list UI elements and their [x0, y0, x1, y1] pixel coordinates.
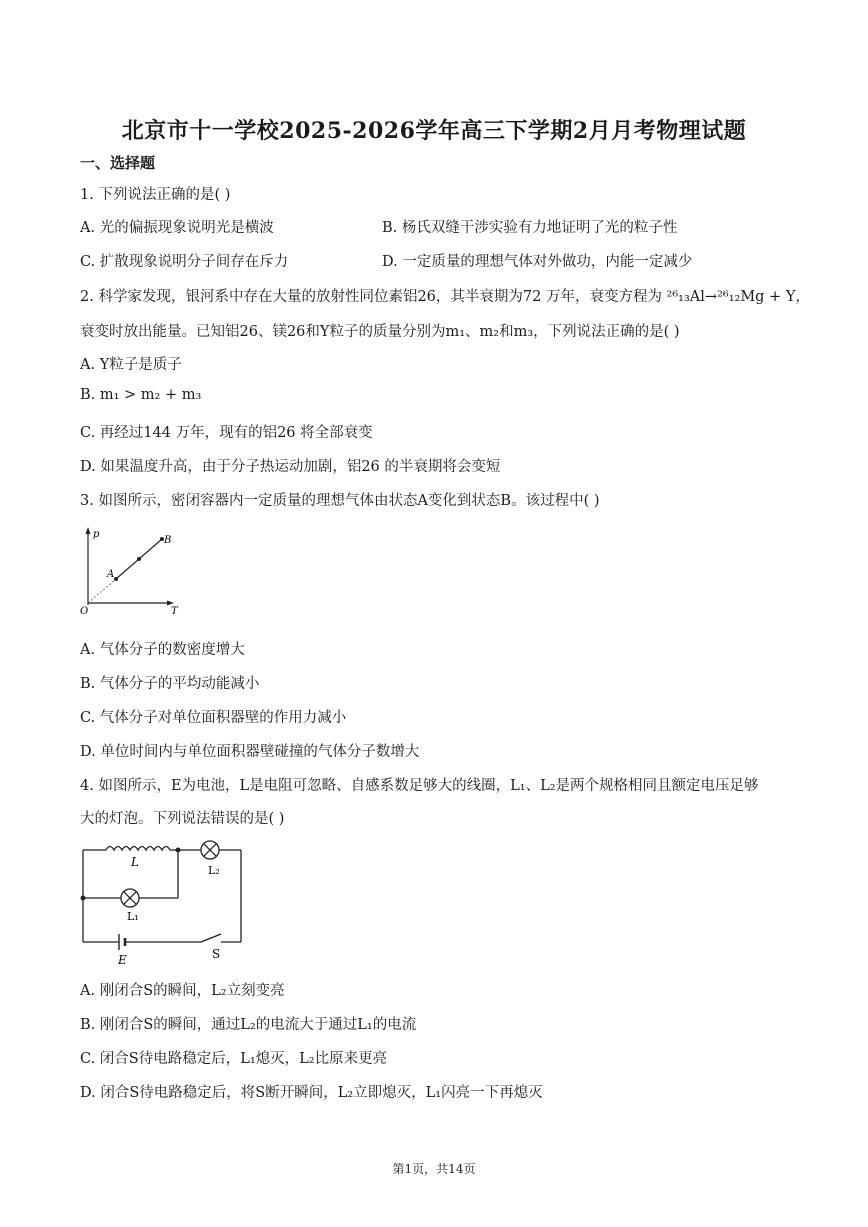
q4-stem-line1: 4. 如图所示，E为电池，L是电阻可忽略、自感系数足够大的线圈，L₁、L₂是两个规格相同且额定电压足够 [80, 778, 759, 794]
q1-option-b: B. 杨氏双缝干涉实验有力地证明了光的粒子性 [382, 220, 678, 236]
switch-blade [201, 934, 221, 942]
q2-option-a: A. Y粒子是质子 [80, 357, 182, 373]
q3-option-d: D. 单位时间内与单位面积器壁碰撞的气体分子数增大 [80, 744, 420, 760]
q4-option-a: A. 刚闭合S的瞬间，L₂立刻变亮 [80, 983, 285, 999]
q4-stem-line2: 大的灯泡。下列说法错误的是( ) [80, 811, 285, 827]
axis-x-label: T [171, 606, 178, 615]
q3-pt-graph [78, 525, 188, 615]
origin-label: O [80, 606, 89, 615]
q1-option-a: A. 光的偏振现象说明光是横波 [80, 220, 274, 236]
x-axis-arrow [167, 601, 174, 606]
mid-dot [137, 557, 141, 561]
inductor-coil [106, 847, 170, 851]
inductor-label: L [131, 855, 139, 869]
q4-option-d: D. 闭合S待电路稳定后，将S断开瞬间，L₂立即熄灭，L₁闪亮一下再熄灭 [80, 1085, 543, 1101]
lamp1-label: L₁ [127, 910, 139, 923]
q2-option-c: C. 再经过144 万年，现有的铝26 将全部衰变 [80, 425, 373, 441]
point-b-label: B [164, 535, 172, 546]
q4-option-c: C. 闭合S待电路稳定后，L₁熄灭，L₂比原来更亮 [80, 1051, 388, 1067]
q3-option-a: A. 气体分子的数密度增大 [80, 642, 245, 658]
y-axis-arrow [86, 527, 91, 534]
q2-stem-line1: 2. 科学家发现，银河系中存在大量的放射性同位素铝26，其半衰期为72 万年，衰变方程为 ²⁶₁₃Al→²⁶₁₂Mg + Y， [80, 289, 810, 305]
q4-circuit-diagram [76, 838, 256, 968]
lamp2-label: L₂ [208, 864, 220, 877]
page-footer: 第1页，共14页 [392, 1162, 476, 1176]
extension-line [88, 579, 116, 603]
q2-stem-line2: 衰变时放出能量。已知铝26、镁26和Y粒子的质量分别为m₁、m₂和m₃，下列说法正确的是( ) [80, 324, 680, 340]
q2-option-b: B. m₁ > m₂ + m₃ [80, 387, 202, 403]
switch-label: S [212, 947, 221, 961]
page-title: 北京市十一学校2025-2026学年高三下学期2月月考物理试题 [121, 118, 747, 144]
q3-option-b: B. 气体分子的平均动能减小 [80, 676, 260, 692]
axis-y-label: p [93, 529, 100, 540]
q2-option-d: D. 如果温度升高，由于分子热运动加剧，铝26 的半衰期将会变短 [80, 459, 501, 475]
q1-option-d: D. 一定质量的理想气体对外做功，内能一定减少 [382, 254, 693, 270]
point-a-label: A [107, 569, 115, 580]
battery-label: E [118, 953, 127, 967]
section-heading: 一、选择题 [80, 154, 156, 172]
q4-option-b: B. 刚闭合S的瞬间，通过L₂的电流大于通过L₁的电流 [80, 1017, 417, 1033]
q3-option-c: C. 气体分子对单位面积器壁的作用力减小 [80, 710, 347, 726]
q3-stem: 3. 如图所示，密闭容器内一定质量的理想气体由状态A变化到状态B。该过程中( ) [80, 493, 600, 509]
point-a-dot [114, 577, 118, 581]
q1-stem: 1. 下列说法正确的是( ) [80, 187, 231, 203]
q1-option-c: C. 扩散现象说明分子间存在斥力 [80, 254, 289, 270]
